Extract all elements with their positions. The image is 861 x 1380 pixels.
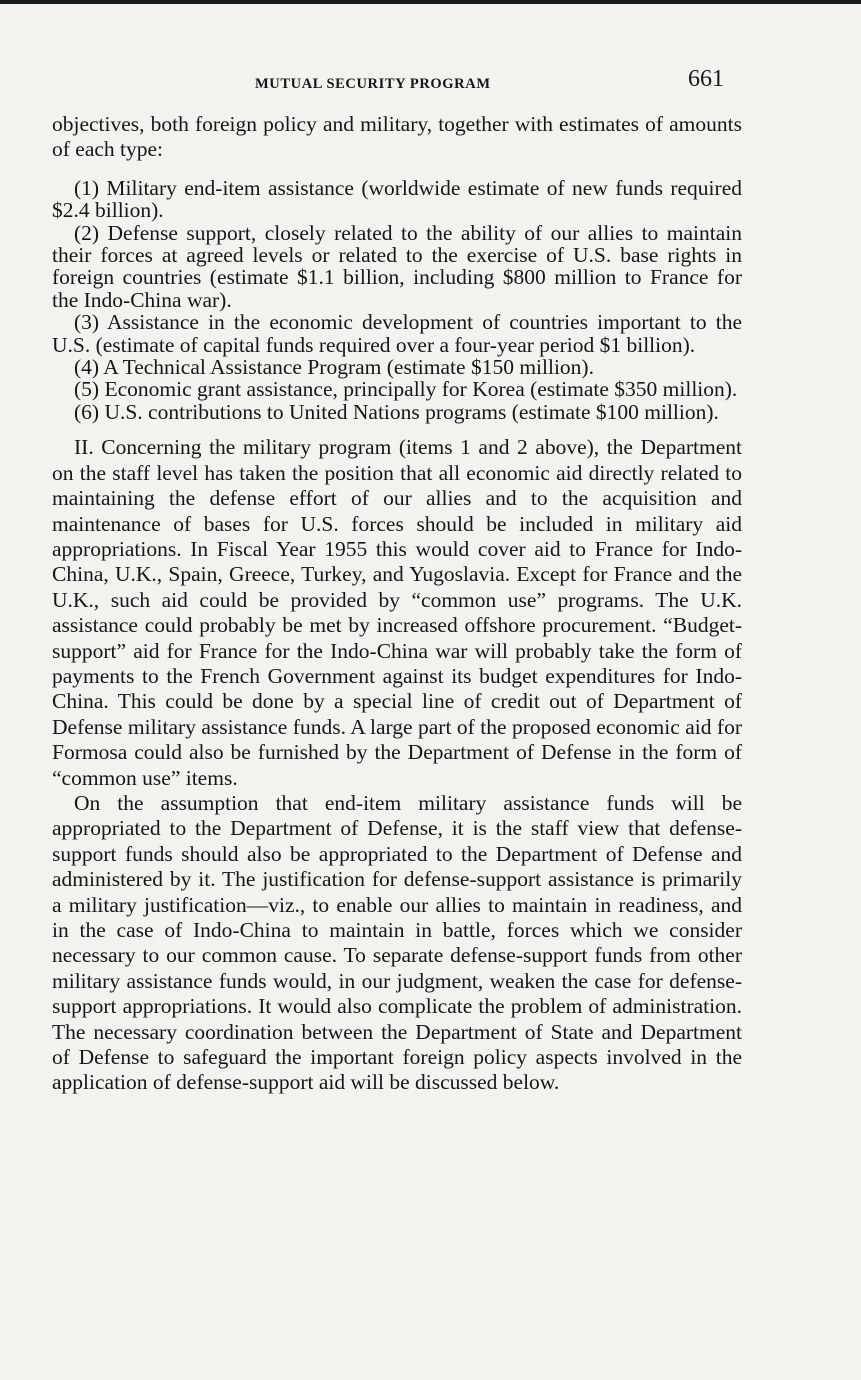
list-item: (6) U.S. contributions to United Nations programs (estimate $100 million).	[74, 399, 719, 424]
estimate-list	[52, 177, 742, 423]
list-item: (1) Military end-item assistance (worldwide estimate of new funds required $2.4 billion).	[52, 175, 742, 223]
list-item: (2) Defense support, closely related to the ability of our allies to maintain their forces at agreed levels or related to the exercise of U.S. base rights in foreign countries (estimate $1.1 billion, including $800 million to France for the Indo-China war).	[52, 220, 742, 312]
list-item: (5) Economic grant assistance, principally for Korea (estimate $350 million).	[74, 377, 738, 402]
intro-paragraph: objectives, both foreign policy and military, together with estimates of amounts of each type:	[52, 112, 742, 162]
page-number: 661	[688, 66, 724, 92]
running-head	[0, 66, 861, 98]
body-text	[52, 112, 742, 1096]
list-item: (4) A Technical Assistance Program (estimate $150 million).	[74, 355, 594, 380]
list-item: (3) Assistance in the economic development of countries important to the U.S. (estimate of capital funds required over a four-year period $1 billion).	[52, 310, 742, 357]
paragraph-defense-support: On the assumption that end-item military assistance funds will be appropriated to the Department of Defense, it is the staff view that defense-support funds should also be appropriated to the Department of Defense and administered by it. The justification for defense-support assistance is primarily a military justification—viz., to enable our allies to maintain in readiness, and in the case of Indo-China to maintain in battle, forces which we consider necessary to our common cause. To separate defense-support funds from other military assistance funds would, in our judgment, weaken the case for defense-support appropriations. It would also complicate the problem of administration. The necessary coordination between the Department of State and Department of Defense to safeguard the important foreign policy aspects involved in the application of defense-support aid will be discussed below.	[52, 790, 742, 1095]
running-title: MUTUAL SECURITY PROGRAM	[255, 76, 491, 92]
paragraph-military-program: II. Concerning the military program (items 1 and 2 above), the Department on the staff level has taken the position that all economic aid directly related to maintaining the defense effort of our allies and to the acquisition and maintenance of bases for U.S. forces should be included in military aid appropriations. In Fiscal Year 1955 this would cover aid to France for Indo-China, U.K., Spain, Greece, Turkey, and Yugoslavia. Except for France and the U.K., such aid could be provided by “common use” programs. The U.K. assistance could probably be met by increased offshore procurement. “Budget-support” aid for France for the Indo-China war will probably take the form of payments to the French Government against its budget expenditures for Indo-China. This could be done by a special line of credit out of Department of Defense military assistance funds. A large part of the proposed economic aid for Formosa could also be furnished by the Department of Defense in the form of “common use” items.	[52, 435, 742, 790]
